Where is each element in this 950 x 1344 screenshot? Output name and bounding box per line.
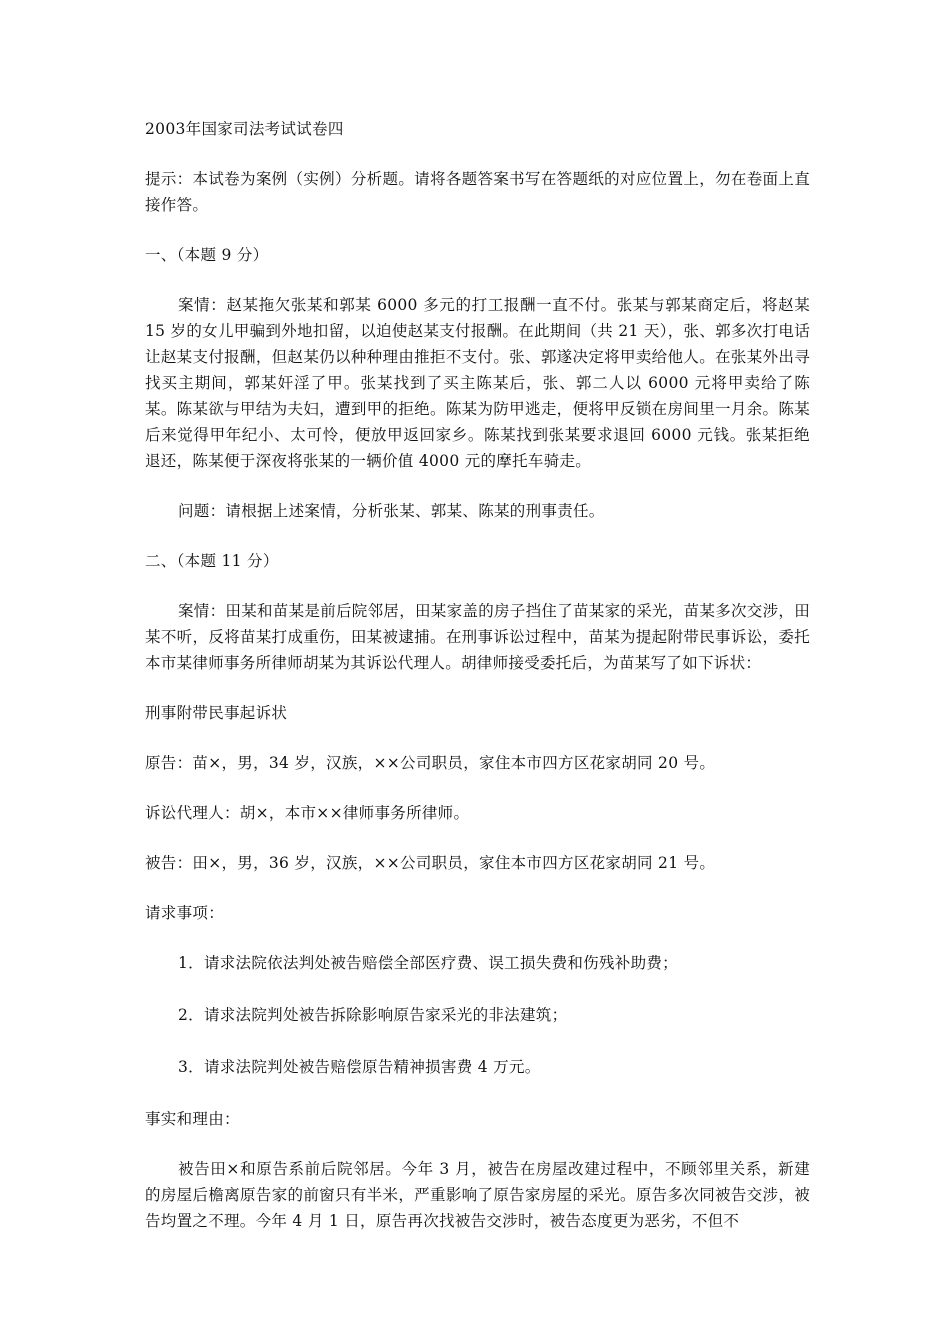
complaint-title: 刑事附带民事起诉状 [145,704,288,722]
facts-text: 被告田×和原告系前后院邻居。今年 3 月，被告在房屋改建过程中，不顾邻里关系，新建的房屋后檐离原告家的前窗只有半米，严重影响了原告家房屋的采光。原告多次同被告交涉，被告均置之不理。今年 4 月 1 日，原告再次找被告交涉时，被告态度更为恶劣，不但不 [145,1160,810,1230]
plaintiff-info: 原告：苗×，男，34 岁，汉族，××公司职员，家住本市四方区花家胡同 20 号。 [145,754,716,772]
question-1-heading: 一、（本题 9 分） [145,246,269,264]
question-2-case: 案情：田某和苗某是前后院邻居，田某家盖的房子挡住了苗某家的采光，苗某多次交涉，田某不听，反将苗某打成重伤，田某被逮捕。在刑事诉讼过程中，苗某为提起附带民事诉讼，委托本市某律师事务所律师胡某为其诉讼代理人。胡律师接受委托后，为苗某写了如下诉状： [145,602,811,672]
facts-heading: 事实和理由： [145,1110,240,1128]
request-item: 3．请求法院判处被告赔偿原告精神损害费 4 万元。 [178,1058,541,1076]
agent-info: 诉讼代理人：胡×，本市××律师事务所律师。 [145,804,470,822]
request-item: 1．请求法院依法判处被告赔偿全部医疗费、误工损失费和伤残补助费； [178,954,678,972]
defendant-info: 被告：田×，男，36 岁，汉族，××公司职员，家住本市四方区花家胡同 21 号。 [145,854,716,872]
exam-notice: 提示：本试卷为案例（实例）分析题。请将各题答案书写在答题纸的对应位置上，勿在卷面上直接作答。 [145,170,810,214]
document-title: 2003年国家司法考试试卷四 [145,120,344,138]
question-2-heading: 二、（本题 11 分） [145,552,279,570]
document-body [145,116,810,1258]
requests-heading: 请求事项： [145,904,225,922]
question-1-case: 案情：赵某拖欠张某和郭某 6000 多元的打工报酬一直不付。张某与郭某商定后，将赵某 15 岁的女儿甲骗到外地扣留，以迫使赵某支付报酬。在此期间（共 21 天），张、郭多次打电话让赵某支付报酬，但赵某仍以种种理由推拒不支付。张、郭遂决定将甲卖给他人。在张某外出寻找买主期间，郭某奸淫了甲。张某找到了买主陈某后，张、郭二人以 6000 元将甲卖给了陈某。陈某欲与甲结为夫妇，遭到甲的拒绝。陈某为防甲逃走，便将甲反锁在房间里一月余。陈某后来觉得甲年纪小、太可怜，便放甲返回家乡。陈某找到张某要求退回 6000 元钱。张某拒绝退还，陈某便于深夜将张某的一辆价值 4000 元的摩托车骑走。 [145,296,810,470]
request-item: 2．请求法院判处被告拆除影响原告家采光的非法建筑； [178,1006,568,1024]
question-1-prompt: 问题：请根据上述案情，分析张某、郭某、陈某的刑事责任。 [178,502,605,520]
